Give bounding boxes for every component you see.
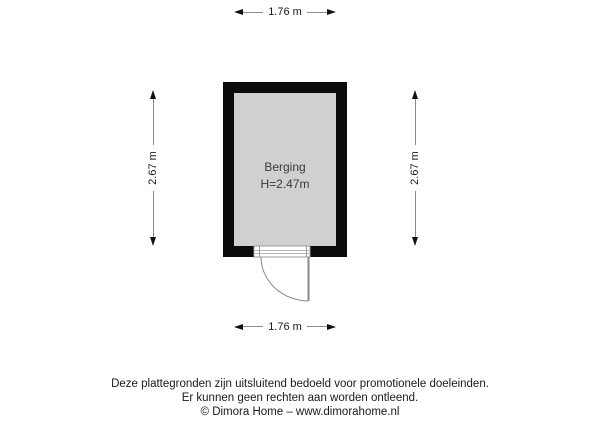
dimension-line	[153, 99, 154, 145]
dimension-bottom-label: 1.76 m	[268, 320, 302, 333]
room-name: Berging	[264, 160, 306, 174]
dimension-line	[415, 99, 416, 145]
footer-disclaimer	[0, 377, 600, 419]
arrow-down-icon	[412, 237, 418, 246]
dimension-right	[407, 90, 423, 246]
dimension-line	[243, 12, 263, 13]
dimension-line	[307, 326, 327, 327]
room-label	[223, 159, 347, 193]
dimension-left	[145, 90, 161, 246]
dimension-bottom	[234, 322, 336, 331]
dimension-line	[153, 191, 154, 237]
dimension-right-label: 2.67 m	[409, 151, 421, 185]
arrow-left-icon	[234, 9, 243, 15]
arrow-down-icon	[150, 237, 156, 246]
dimension-top	[234, 8, 336, 17]
door-threshold	[254, 246, 310, 257]
copyright-line: © Dimora Home – www.dimorahome.nl	[200, 406, 400, 418]
arrow-up-icon	[150, 90, 156, 99]
disclaimer-line-2: Er kunnen geen rechten aan worden ontleend.	[181, 392, 419, 404]
arrow-right-icon	[327, 324, 336, 330]
dimension-top-label: 1.76 m	[268, 6, 302, 18]
arrow-up-icon	[412, 90, 418, 99]
arrow-left-icon	[234, 324, 243, 330]
dimension-left-label: 2.67 m	[147, 151, 159, 185]
dimension-line	[243, 326, 263, 327]
arrow-right-icon	[327, 9, 336, 15]
disclaimer-line-1: Deze plattegronden zijn uitsluitend bedoeld voor promotionele doeleinden.	[111, 378, 489, 390]
room-height-label: H=2.47m	[260, 177, 310, 191]
door-swing-arc	[261, 257, 309, 301]
dimension-line	[307, 12, 327, 13]
dimension-line	[415, 191, 416, 237]
